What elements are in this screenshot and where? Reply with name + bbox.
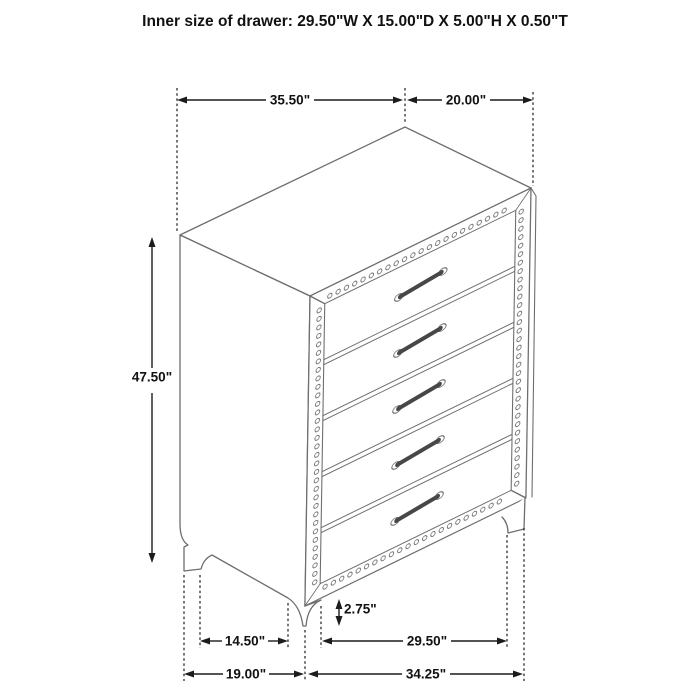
dim-label-leg-height: 2.75" [344, 601, 377, 617]
chest-side-face [180, 235, 321, 626]
chest-drawing [180, 127, 536, 626]
dim-label-overall-width: 35.50" [269, 92, 311, 108]
dim-label-overall-height: 47.50" [131, 369, 173, 385]
dim-label-front-leg-spacing: 29.50" [406, 633, 448, 649]
diagram-title: Inner size of drawer: 29.50"W X 15.00"D X 5.00"H X 0.50"T [142, 13, 568, 30]
dim-label-overall-depth: 20.00" [445, 92, 487, 108]
dim-label-base-depth: 19.00" [225, 666, 267, 682]
dim-label-side-leg-spacing: 14.50" [224, 633, 266, 649]
chest-right-edge [531, 188, 536, 497]
dim-label-base-width: 34.25" [405, 666, 447, 682]
